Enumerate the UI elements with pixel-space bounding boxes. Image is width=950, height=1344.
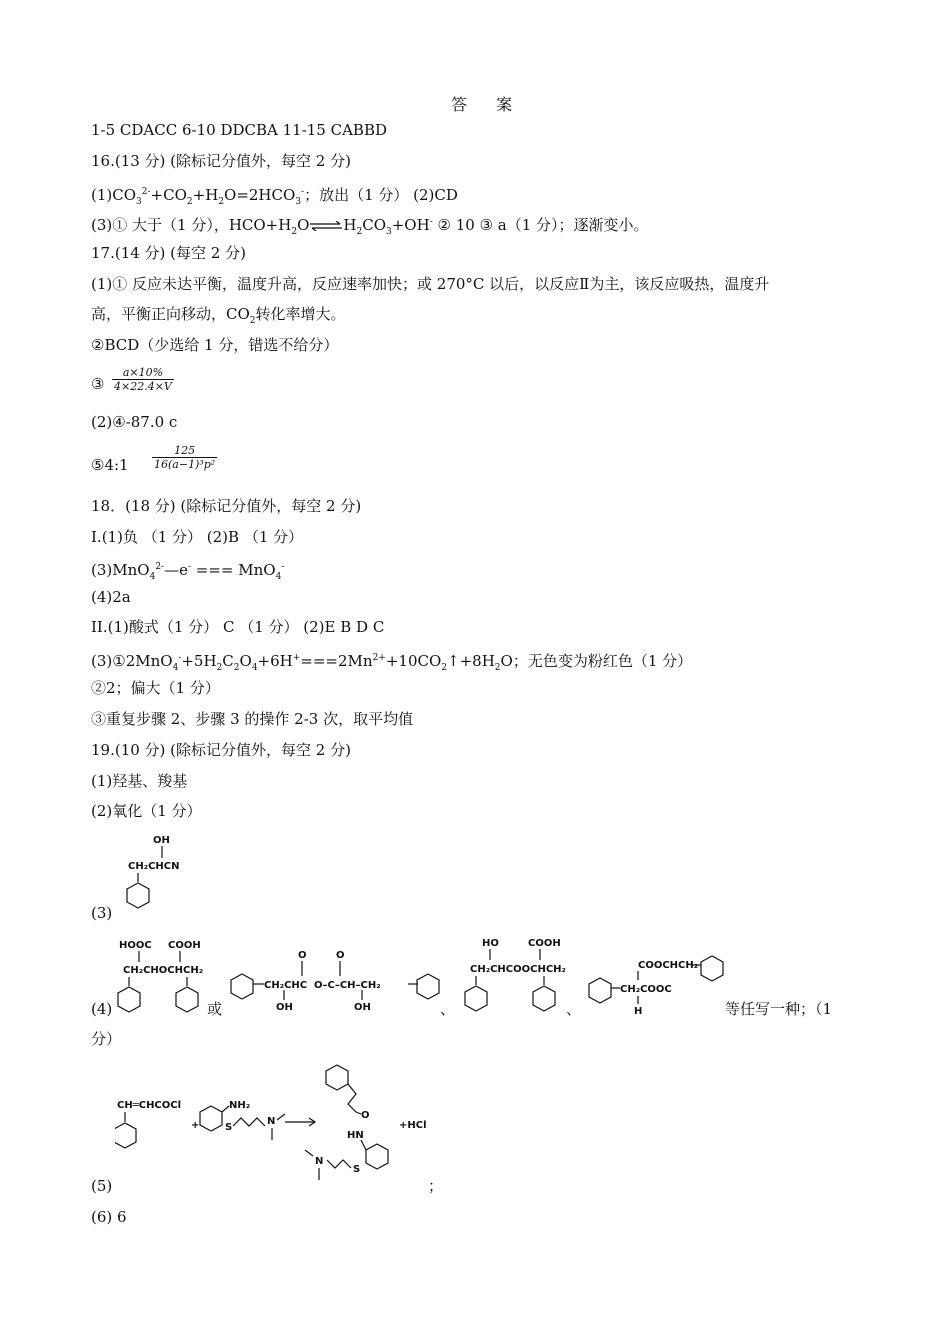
svg-text:CH═CHCOCl: CH═CHCOCl	[117, 1100, 182, 1111]
structure-q19-4a	[115, 932, 210, 1017]
q19-part4-score: 分）	[91, 1030, 122, 1048]
comma-1: 、	[440, 1000, 456, 1018]
svg-text:H: H	[634, 1006, 643, 1017]
q18-part1: I.(1)负 （1 分） (2)B （1 分）	[91, 528, 304, 546]
or-word: 或	[207, 1000, 223, 1018]
q17-part2: ②BCD（少选给 1 分，错选不给分）	[91, 336, 339, 354]
q17-header: 17.(14 分) (每空 2 分)	[91, 244, 246, 262]
svg-text:CH₂COOC: CH₂COOC	[620, 984, 672, 995]
q17-part5-label: ⑤4:1	[91, 456, 129, 474]
svg-text:COOCHCH₂: COOCHCH₂	[638, 960, 699, 971]
q19-part3-label: (3)	[91, 904, 113, 922]
svg-text:CH₂CHOCHCH₂: CH₂CHOCHCH₂	[123, 965, 204, 976]
svg-text:O: O	[336, 950, 345, 961]
svg-text:N: N	[267, 1116, 276, 1127]
structure-q19-4b	[228, 946, 443, 1016]
q16-header: 16.(13 分) (除标记分值外，每空 2 分)	[91, 152, 351, 170]
svg-text:COOH: COOH	[528, 938, 561, 949]
fraction-1: $\frac{a\times 10\%}{4\times 22.4\times V}$	[114, 366, 172, 393]
fraction-2: $\frac{125}{\text{16(a−1)³p²}}$	[154, 444, 216, 471]
svg-text:OH: OH	[276, 1002, 293, 1013]
q18-II-part3-3: ③重复步骤 2、步骤 3 的操作 2-3 次，取平均值	[91, 710, 414, 728]
q19-part1: (1)羟基、羧基	[91, 772, 188, 790]
svg-text:OH: OH	[354, 1002, 371, 1013]
svg-text:O: O	[361, 1110, 370, 1121]
svg-text:O–C–CH–CH₂: O–C–CH–CH₂	[314, 980, 381, 991]
svg-text:COOH: COOH	[168, 940, 201, 951]
q19-part4-label: (4)	[91, 1000, 113, 1018]
svg-text:O: O	[298, 950, 307, 961]
q16-part1: $(1)CO_3^{2-}+CO_2+H_2O=2HCO_3^-$；放出（1 分） (2)CD	[91, 186, 458, 207]
reaction-q19-5	[115, 1060, 445, 1195]
q19-header: 19.(10 分) (除标记分值外，每空 2 分)	[91, 741, 351, 759]
q18-part4: (4)2a	[91, 588, 131, 606]
svg-text:NH₂: NH₂	[229, 1100, 251, 1111]
structure-q19-4d	[588, 952, 728, 1017]
comma-2: 、	[566, 1000, 582, 1018]
q18-II-part1: II.(1)酸式（1 分） C （1 分） (2)E B D C	[91, 618, 385, 636]
equilibrium-arrow-icon	[309, 221, 343, 231]
q16-part3: (3)① 大于（1 分），$HCO+H_2O$ $H_2CO_3+OH^-$ ② 10 ③ a（1 分）；逐渐变小。	[91, 216, 649, 237]
q18-part3: (3)MnO$_4^{2-}$—e- === MnO$_4$-	[91, 561, 285, 582]
structure-q19-4c	[462, 932, 572, 1017]
svg-text:+HCl: +HCl	[399, 1120, 427, 1131]
any-one-note: 等任写一种；（1	[725, 1000, 833, 1018]
q18-header: 18．(18 分) (除标记分值外，每空 2 分)	[91, 497, 362, 515]
svg-text:S: S	[353, 1164, 361, 1175]
q19-part5-label: (5)	[91, 1177, 113, 1195]
svg-text:CH₂CHCN: CH₂CHCN	[128, 861, 180, 872]
svg-text:+: +	[191, 1120, 200, 1131]
svg-text:HO: HO	[482, 938, 499, 949]
q19-part6: (6) 6	[91, 1208, 127, 1226]
q17-part2-4: (2)④-87.0 c	[91, 413, 178, 431]
semicolon: ；	[428, 1177, 444, 1195]
page-title: 答 案	[451, 95, 525, 114]
q17-part1-b: 高，平衡正向移动，$CO_2$转化率增大。	[91, 305, 346, 326]
svg-text:HN: HN	[347, 1130, 364, 1141]
q17-part1-a: (1)① 反应未达平衡，温度升高，反应速率加快；或 270°C 以后，以反应Ⅱ为主，该反应吸热，温度升	[91, 275, 770, 293]
q18-II-part3-2: ②2；偏大（1 分）	[91, 679, 220, 697]
svg-text:S: S	[225, 1122, 233, 1133]
structure-q19-3	[118, 828, 208, 918]
svg-text:N: N	[315, 1156, 324, 1167]
q19-part2: (2)氧化（1 分）	[91, 802, 202, 820]
svg-text:HOOC: HOOC	[119, 940, 152, 951]
svg-text:CH₂CHCOOCHCH₂: CH₂CHCOOCHCH₂	[470, 964, 566, 975]
answer-choices: 1-5 CDACC 6-10 DDCBA 11-15 CABBD	[91, 121, 387, 139]
q18-II-part3: $(3)①2MnO_4^-+5H_2C_2O_4+6H^+===2Mn^{2+}+10CO_2↑+8H_2O$；无色变为粉红色（1 分）	[91, 652, 693, 673]
q17-part3-label: ③	[91, 375, 105, 393]
svg-text:CH₂CHC: CH₂CHC	[264, 980, 308, 991]
svg-text:OH: OH	[153, 835, 170, 846]
